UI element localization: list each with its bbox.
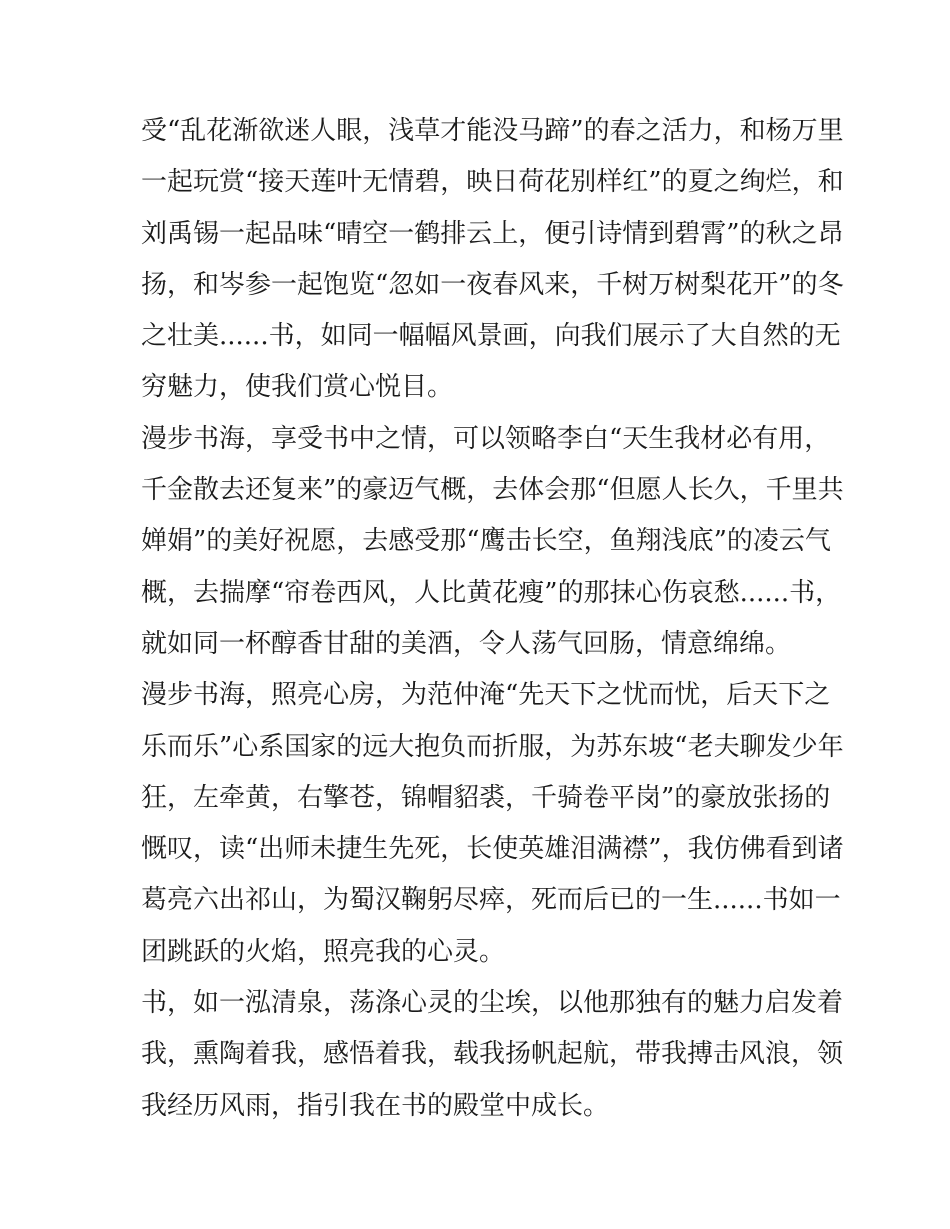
text-line: 概，去揣摩“帘卷西风，人比黄花瘦”的那抹心伤哀愁......书， (141, 577, 842, 608)
text-line: 之壮美......书，如同一幅幅风景画，向我们展示了大自然的无 (141, 321, 841, 352)
text-line: 狂，左牵黄，右擎苍，锦帽貂裘，千骑卷平岗”的豪放张扬的 (141, 782, 831, 813)
text-line: 受“乱花渐欲迷人眼，浅草才能没马蹄”的春之活力，和杨万里 (141, 116, 844, 146)
text-line: 团跳跃的火焰，照亮我的心灵。 (141, 936, 506, 967)
text-line: 一起玩赏“接天莲叶无情碧，映日荷花别样红”的夏之绚烂，和 (141, 167, 844, 198)
text-line: 就如同一杯醇香甘甜的美酒，令人荡气回肠，情意绵绵。 (141, 628, 792, 659)
text-line: 千金散去还复来”的豪迈气概，去体会那“但愿人长久，千里共 (141, 475, 844, 506)
text-line: 葛亮六出祁山，为蜀汉鞠躬尽瘁，死而后已的一生......书如一 (141, 885, 841, 916)
text-line: 婵娟”的美好祝愿，去感受那“鹰击长空，鱼翔浅底”的凌云气 (141, 526, 831, 557)
text-line: 我，熏陶着我，感悟着我，载我扬帆起航，带我搏击风浪，领 (141, 1039, 844, 1070)
text-line: 我经历风雨，指引我在书的殿堂中成长。 (141, 1090, 610, 1121)
body-text (141, 106, 844, 1132)
text-line: 刘禹锡一起品味“晴空一鹤排云上，便引诗情到碧霄”的秋之昂 (141, 218, 844, 249)
text-line: 慨叹，读“出师未捷生先死，长使英雄泪满襟”，我仿佛看到诸 (141, 834, 844, 865)
text-line: 穷魅力，使我们赏心悦目。 (141, 372, 454, 403)
text-line: 书，如一泓清泉，荡涤心灵的尘埃，以他那独有的魅力启发着 (141, 988, 844, 1019)
text-line: 漫步书海，享受书中之情，可以领略李白“天生我材必有用， (141, 423, 831, 454)
text-line: 扬，和岑参一起饱览“忽如一夜春风来，千树万树梨花开”的冬 (141, 269, 844, 300)
text-line: 漫步书海，照亮心房，为范仲淹“先天下之忧而忧，后天下之 (141, 680, 831, 711)
text-line: 乐而乐”心系国家的远大抱负而折服，为苏东坡“老夫聊发少年 (141, 731, 844, 762)
